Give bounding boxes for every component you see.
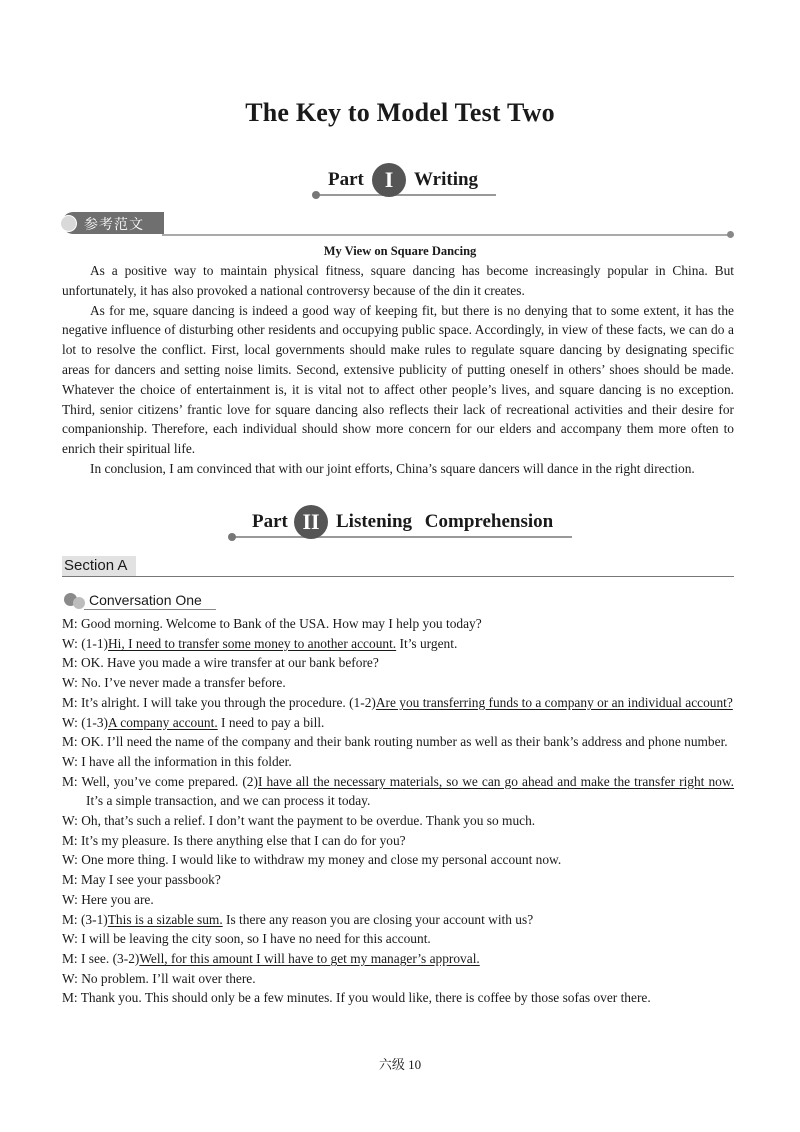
part-two-numeral: II [294,505,328,539]
dialogue-line [62,713,734,733]
reference-label: 参考范文 [84,217,144,233]
underlined-answer: Hi, I need to transfer some money to another account. [107,635,397,651]
dialogue-line [62,752,734,772]
reference-banner [62,212,734,238]
part-one-name: Writing [414,169,479,190]
part-two-word: Part [252,511,288,532]
underlined-answer: I have all the necessary materials, so we can go ahead and make the transfer right now. [257,773,734,789]
dialogue-text: W: Oh, that’s such a relief. I don’t want the payment to be overdue. Thank you so much. [62,813,536,829]
underlined-answer: Well, for this amount I will have to get my manager’s approval. [139,950,480,966]
dialogue-text: M: May I see your passbook? [62,872,221,888]
dialogue-line [62,614,734,634]
dialogue-text: W: One more thing. I would like to withdraw my money and close my personal account now. [62,852,562,868]
dialogue-line [62,910,734,930]
dialogue-text: W: I have all the information in this folder. [62,753,292,769]
part-two-dot [228,533,236,541]
dialogue-text: M: (3-1) [62,911,108,927]
section-a-rule [62,576,734,577]
dialogue-text: M: Well, you’ve come prepared. (2) [62,773,258,789]
section-a-heading [62,556,734,578]
dialogue-text: I need to pay a bill. [217,714,325,730]
part-one-heading [316,163,496,203]
dialogue-text: W: (1-3) [62,714,108,730]
conversation-rule [84,609,216,610]
dialogue-line [62,772,734,811]
page-footer: 六级 10 [378,1057,422,1072]
essay-paragraph: As a positive way to maintain physical fitness, square dancing has become increasingly popular in China. But unfortunately, it has also provoked a national controversy because of the din it creates. [62,263,734,298]
dialogue-line [62,673,734,693]
dialogue-line [62,653,734,673]
dialogue-text: W: (1-1) [62,635,108,651]
part-two-rule [232,536,572,538]
essay-body [62,261,734,479]
dialogue-text: M: Good morning. Welcome to Bank of the USA. How may I help you today? [62,616,482,631]
part-two-name: Listening Comprehension [336,511,554,532]
essay-title: My View on Square Dancing [323,244,477,258]
dialogue-text: Is there any reason you are closing your account with us? [222,911,534,927]
part-one-numeral: I [372,163,406,197]
dialogue-text: It’s a simple transaction, and we can process it today. [86,793,371,809]
dialogue-line [62,988,734,1008]
dialogue-text: M: It’s my pleasure. Is there anything else that I can do for you? [62,832,406,848]
part-one-word: Part [328,169,364,190]
underlined-answer: A company account. [107,714,218,730]
dialogue-line [62,811,734,831]
reference-rule-dot [727,231,734,238]
reference-circle-icon [60,215,77,232]
dialogue-text: It’s urgent. [396,635,458,651]
reference-rule [162,234,730,236]
dialogue-text: W: No problem. I’ll wait over there. [62,970,256,986]
dialogue-text: M: It’s alright. I will take you through the procedure. (1-2) [62,694,376,710]
dialogue-text: M: Thank you. This should only be a few minutes. If you would like, there is coffee by those sofas over there. [62,990,651,1006]
dialogue-line [62,870,734,890]
dialogue-text: M: I see. (3-2) [62,950,140,966]
dialogue-text: M: OK. Have you made a wire transfer at our bank before? [62,655,379,671]
page-title: The Key to Model Test Two [245,98,555,127]
conversation-circle-icon [73,597,85,609]
dialogue-line [62,949,734,969]
dialogue-line [62,850,734,870]
dialogue-line [62,693,734,713]
dialogue-line [62,890,734,910]
underlined-answer: Are you transferring funds to a company or an individual account? [375,694,733,710]
dialogue-text: W: I will be leaving the city soon, so I have no need for this account. [62,931,431,947]
essay-paragraph: In conclusion, I am convinced that with our joint efforts, China’s square dancers will dance in the right direction. [90,460,695,476]
conversation-title: Conversation One [89,592,202,608]
dialogue-line [62,929,734,949]
part-one-dot [312,191,320,199]
dialogue-line [62,831,734,851]
underlined-answer: This is a sizable sum. [107,911,223,927]
dialogue-line [62,969,734,989]
dialogue-line [62,732,734,752]
conversation-heading [62,590,242,612]
part-two-heading [232,505,572,545]
dialogue-line [62,634,734,654]
dialogue-text: W: No. I’ve never made a transfer before. [62,675,286,691]
dialogue [62,614,734,1008]
section-a-label: Section A [64,557,128,574]
dialogue-text: M: OK. I’ll need the name of the company and their bank routing number as well as their bank’s address and phone number. [62,734,728,750]
dialogue-text: W: Here you are. [62,891,154,907]
part-one-rule [316,194,496,196]
essay-paragraph: As for me, square dancing is indeed a good way of keeping fit, but there is no denying that to some extent, it has the negative influence of disturbing other residents and occupying public space. Accordingly, in view of these facts, we can do a lot to resolve the conflict. First, local governments should make rules to regulate square dancing by designating specific areas for dancers and setting noise limits. Second, extensive publicity of putting oneself in others’ shoes should be made. Whatever the choice of entertainment is, it is vital not to affect other people’s lives, and square dancing is no exception. Third, senior citizens’ frantic love for square dancing also reflects their lack of recreational activities and their desire for companionship. Therefore, each individual should show more concern for our elders and accompany them more often to enrich their spiritual life. [62,302,734,457]
